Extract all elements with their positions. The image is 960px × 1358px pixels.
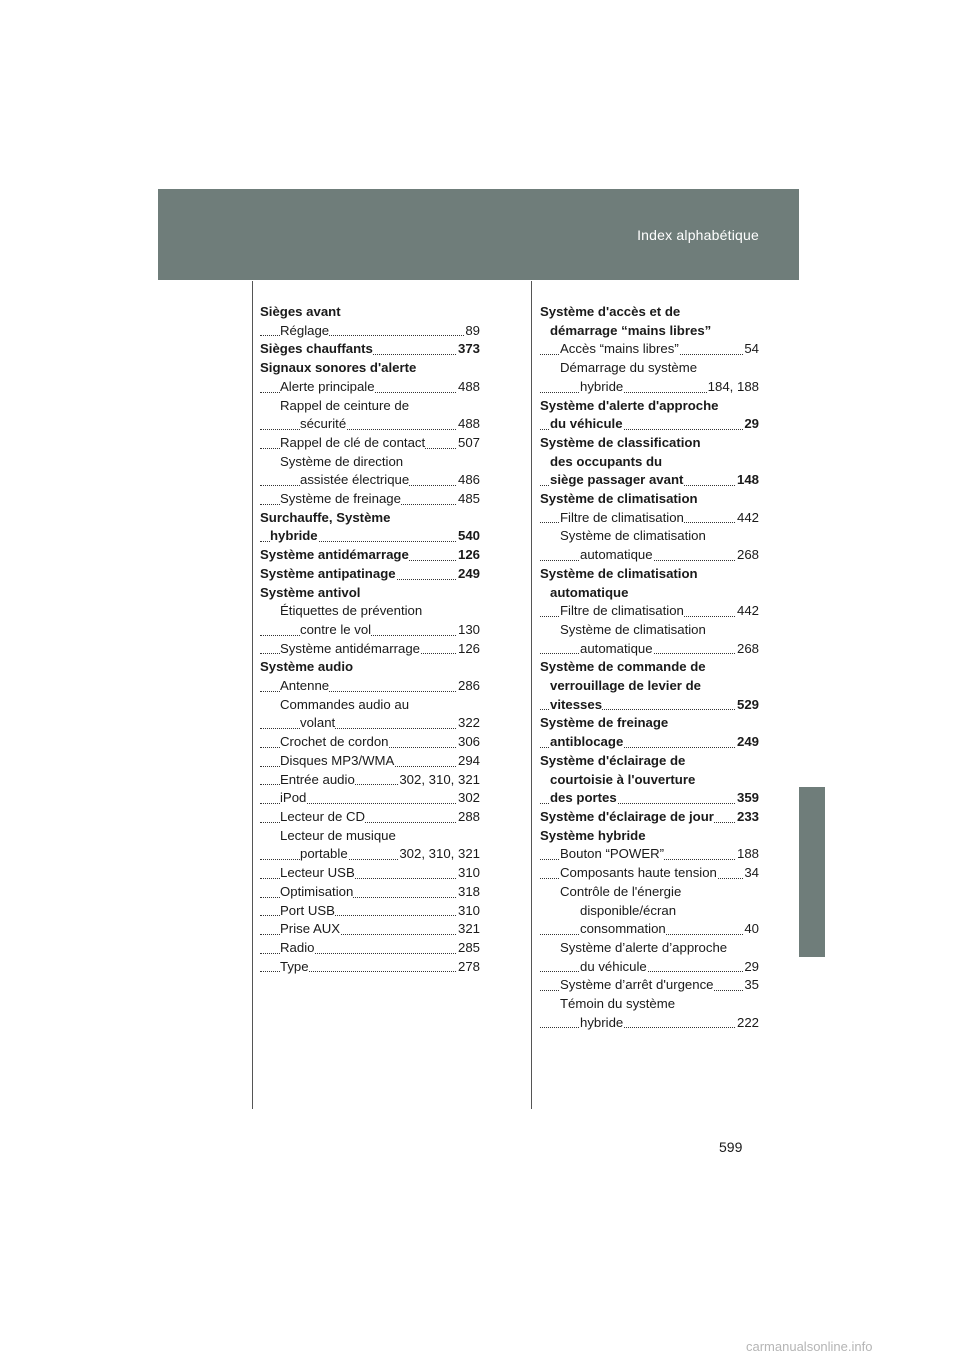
index-entry-term: Optimisation	[280, 883, 354, 899]
index-entry	[540, 1014, 759, 1033]
index-entry	[540, 415, 759, 434]
index-entry-page: 306	[457, 733, 480, 752]
index-entry-term: Système d'éclairage de jour	[540, 808, 714, 824]
index-entry-term: Système d'éclairage de	[540, 752, 686, 768]
index-entry-term: Système antidémarrage	[260, 547, 409, 563]
watermark: carmanualsonline.info	[746, 1339, 873, 1354]
index-entry-page: 126	[457, 546, 480, 565]
index-entry	[260, 883, 480, 902]
index-entry	[260, 359, 480, 378]
middle-column-rule	[531, 281, 532, 1109]
index-entry-term: Filtre de climatisation	[560, 603, 684, 619]
index-entry-term: Étiquettes de prévention	[280, 603, 423, 619]
index-entry-term: Lecteur de CD	[280, 808, 366, 824]
index-entry	[540, 378, 759, 397]
index-entry	[260, 808, 480, 827]
page-number: 599	[719, 1139, 743, 1155]
index-entry-term: hybride	[270, 528, 318, 544]
index-entry-term: Système d'accès et de	[540, 304, 681, 319]
index-entry-page: 442	[736, 602, 759, 621]
index-entry-term: automatique	[550, 584, 629, 600]
index-entry-page: 222	[736, 1014, 759, 1033]
index-entry-term: Système antipatinage	[260, 565, 396, 581]
index-entry	[540, 789, 759, 808]
index-entry-term: Prise AUX	[280, 921, 341, 937]
section-title: Index alphabétique	[637, 227, 759, 243]
index-entry-term: Système d’arrêt d'urgence	[560, 977, 714, 993]
index-entry-term: Système d'alerte d'approche	[540, 397, 719, 413]
index-entry-page: 285	[457, 939, 480, 958]
index-entry	[540, 902, 759, 921]
index-entry-term: iPod	[280, 790, 307, 806]
index-entry-term: contre le vol	[300, 621, 372, 637]
index-column-right	[540, 303, 759, 1032]
index-entry	[260, 621, 480, 640]
index-entry	[260, 658, 480, 677]
index-entry-term: Système antidémarrage	[280, 640, 421, 656]
index-entry	[260, 827, 480, 846]
index-entry-term: Bouton “POWER”	[560, 846, 665, 862]
index-entry-page: 442	[736, 509, 759, 528]
index-entry-page: 130	[457, 621, 480, 640]
index-entry-term: Système de freinage	[280, 491, 401, 507]
index-entry	[260, 771, 480, 790]
index-entry	[540, 883, 759, 902]
index-entry-term: Signaux sonores d'alerte	[260, 360, 417, 376]
index-entry	[540, 471, 759, 490]
index-entry-page: 488	[457, 378, 480, 397]
index-entry-page: 148	[736, 471, 759, 490]
index-entry-term: hybride	[580, 1014, 624, 1030]
index-entry-term: siège passager avant	[550, 472, 684, 488]
index-entry	[540, 527, 759, 546]
index-entry	[260, 378, 480, 397]
index-entry	[260, 565, 480, 584]
index-entry-page: 249	[736, 733, 759, 752]
index-entry-page: 40	[743, 920, 759, 939]
index-entry-page: 188	[736, 845, 759, 864]
index-entry	[260, 939, 480, 958]
index-entry	[260, 696, 480, 715]
index-entry	[540, 359, 759, 378]
index-entry	[540, 322, 759, 341]
index-entry	[540, 546, 759, 565]
header-bar	[158, 189, 799, 280]
index-entry	[540, 303, 759, 322]
index-entry	[260, 397, 480, 416]
index-entry-term: Entrée audio	[280, 771, 355, 787]
index-entry	[260, 322, 480, 341]
index-entry	[540, 584, 759, 603]
index-entry-page: 302, 310, 321	[398, 771, 480, 790]
index-entry-term: Sièges chauffants	[260, 341, 373, 357]
index-entry-term: des occupants du	[550, 453, 663, 469]
index-entry	[540, 995, 759, 1014]
index-entry-page: 294	[457, 752, 480, 771]
index-entry-term: Système de climatisation	[540, 491, 698, 507]
index-entry-term: Système de classification	[540, 434, 701, 450]
index-entry-term: Système de climatisation	[560, 621, 706, 637]
index-entry	[540, 808, 759, 827]
index-entry	[260, 415, 480, 434]
index-entry-term: automatique	[580, 547, 653, 563]
index-entry-term: Surchauffe, Système	[260, 509, 391, 525]
index-entry-page: 268	[736, 546, 759, 565]
index-entry-page: 318	[457, 883, 480, 902]
index-entry	[540, 845, 759, 864]
index-entry-term: Démarrage du système	[560, 360, 698, 376]
index-entry-term: Contrôle de l'énergie	[560, 883, 682, 899]
index-entry-term: Antenne	[280, 678, 330, 694]
index-entry	[540, 733, 759, 752]
index-entry-page: 278	[457, 958, 480, 977]
index-entry-term: Système de direction	[280, 453, 404, 469]
index-entry-term: Lecteur USB	[280, 865, 355, 881]
index-entry-page: 302	[457, 789, 480, 808]
index-entry	[260, 733, 480, 752]
index-entry-page: 288	[457, 808, 480, 827]
index-entry-page: 529	[736, 696, 759, 715]
index-entry	[260, 752, 480, 771]
index-entry-term: verrouillage de levier de	[550, 678, 701, 694]
index-entry	[540, 827, 759, 846]
index-entry-page: 34	[743, 864, 759, 883]
chapter-tab	[799, 787, 825, 957]
index-entry	[260, 789, 480, 808]
index-entry	[260, 920, 480, 939]
index-entry	[540, 453, 759, 472]
index-entry	[540, 920, 759, 939]
index-entry-term: disponible/écran	[580, 902, 677, 918]
index-entry	[540, 677, 759, 696]
index-entry-term: portable	[300, 846, 348, 862]
index-entry	[540, 658, 759, 677]
index-entry	[260, 958, 480, 977]
index-entry-term: Rappel de clé de contact	[280, 434, 426, 450]
index-entry-term: Système de freinage	[540, 715, 669, 731]
index-entry-term: Crochet de cordon	[280, 734, 389, 750]
index-entry	[260, 303, 480, 322]
index-entry-term: du véhicule	[550, 416, 623, 432]
index-entry-page: 89	[464, 322, 480, 341]
index-entry-page: 29	[743, 958, 759, 977]
index-entry-term: Système antivol	[260, 584, 361, 600]
index-entry-page: 321	[457, 920, 480, 939]
index-entry-term: sécurité	[300, 416, 347, 432]
index-entry-page: 286	[457, 677, 480, 696]
index-entry	[260, 527, 480, 546]
index-entry	[260, 677, 480, 696]
index-entry-page: 507	[457, 434, 480, 453]
index-entry	[260, 640, 480, 659]
index-entry-term: Commandes audio au	[280, 696, 410, 712]
index-entry-page: 126	[457, 640, 480, 659]
index-entry-term: Composants haute tension	[560, 865, 717, 881]
index-entry-term: Filtre de climatisation	[560, 509, 684, 525]
index-entry	[260, 340, 480, 359]
index-entry-term: Rappel de ceinture de	[280, 397, 410, 413]
index-entry-term: Radio	[280, 939, 315, 955]
left-column-rule	[252, 281, 253, 1109]
index-entry	[260, 902, 480, 921]
index-entry-term: Témoin du système	[560, 996, 676, 1012]
index-entry	[260, 602, 480, 621]
index-entry-page: 302, 310, 321	[398, 845, 480, 864]
index-entry	[260, 714, 480, 733]
index-entry-page: 488	[457, 415, 480, 434]
index-entry-term: Lecteur de musique	[280, 827, 396, 843]
index-entry-term: des portes	[550, 790, 617, 806]
index-entry-page: 310	[457, 864, 480, 883]
index-entry-term: Système audio	[260, 659, 354, 675]
index-entry	[260, 546, 480, 565]
index-entry	[260, 490, 480, 509]
index-entry-term: Sièges avant	[260, 304, 341, 319]
index-entry-term: volant	[300, 715, 336, 731]
index-entry-term: courtoisie à l'ouverture	[550, 771, 696, 787]
index-entry-page: 29	[743, 415, 759, 434]
index-entry	[540, 976, 759, 995]
index-entry-term: Système de climatisation	[540, 565, 698, 581]
index-entry-term: vitesses	[550, 696, 603, 712]
index-entry-page: 54	[743, 340, 759, 359]
index-entry	[540, 864, 759, 883]
index-entry	[540, 939, 759, 958]
index-entry-term: assistée électrique	[300, 472, 410, 488]
index-entry	[260, 864, 480, 883]
index-entry-page: 249	[457, 565, 480, 584]
index-entry	[540, 771, 759, 790]
index-entry-term: Système d’alerte d’approche	[560, 939, 728, 955]
index-entry	[260, 584, 480, 603]
index-entry-term: Système de climatisation	[560, 528, 706, 544]
index-entry-page: 35	[743, 976, 759, 995]
index-entry	[260, 434, 480, 453]
index-entry-page: 540	[457, 527, 480, 546]
index-entry-term: antiblocage	[550, 734, 624, 750]
index-entry	[540, 696, 759, 715]
index-entry	[540, 640, 759, 659]
index-entry	[260, 509, 480, 528]
index-entry-term: Accès “mains libres”	[560, 341, 679, 357]
index-entry	[260, 471, 480, 490]
index-entry	[540, 621, 759, 640]
index-entry-page: 184, 188	[707, 378, 759, 397]
index-entry	[540, 434, 759, 453]
index-entry	[540, 714, 759, 733]
index-entry	[540, 397, 759, 416]
index-entry-term: Système de commande de	[540, 659, 706, 675]
index-entry	[540, 958, 759, 977]
index-entry-page: 486	[457, 471, 480, 490]
index-entry-term: hybride	[580, 378, 624, 394]
index-entry	[540, 490, 759, 509]
index-entry-term: Disques MP3/WMA	[280, 752, 395, 768]
index-entry-page: 485	[457, 490, 480, 509]
index-entry-page: 373	[457, 340, 480, 359]
index-entry-page: 359	[736, 789, 759, 808]
index-entry-term: démarrage “mains libres”	[550, 322, 712, 338]
index-entry	[260, 845, 480, 864]
index-entry-page: 233	[736, 808, 759, 827]
index-entry-page: 268	[736, 640, 759, 659]
index-entry	[540, 752, 759, 771]
index-entry-term: automatique	[580, 640, 653, 656]
index-entry	[540, 565, 759, 584]
index-column-left	[260, 303, 480, 976]
index-entry-term: consommation	[580, 921, 666, 937]
index-entry-term: Port USB	[280, 902, 335, 918]
index-entry-term: Réglage	[280, 322, 330, 338]
index-entry-term: Type	[280, 958, 309, 974]
index-entry-term: du véhicule	[580, 958, 647, 974]
index-entry	[540, 340, 759, 359]
index-entry	[540, 602, 759, 621]
index-entry-page: 322	[457, 714, 480, 733]
index-entry-page: 310	[457, 902, 480, 921]
index-entry	[260, 453, 480, 472]
index-entry	[540, 509, 759, 528]
index-entry-term: Alerte principale	[280, 378, 375, 394]
index-entry-term: Système hybride	[540, 827, 646, 843]
